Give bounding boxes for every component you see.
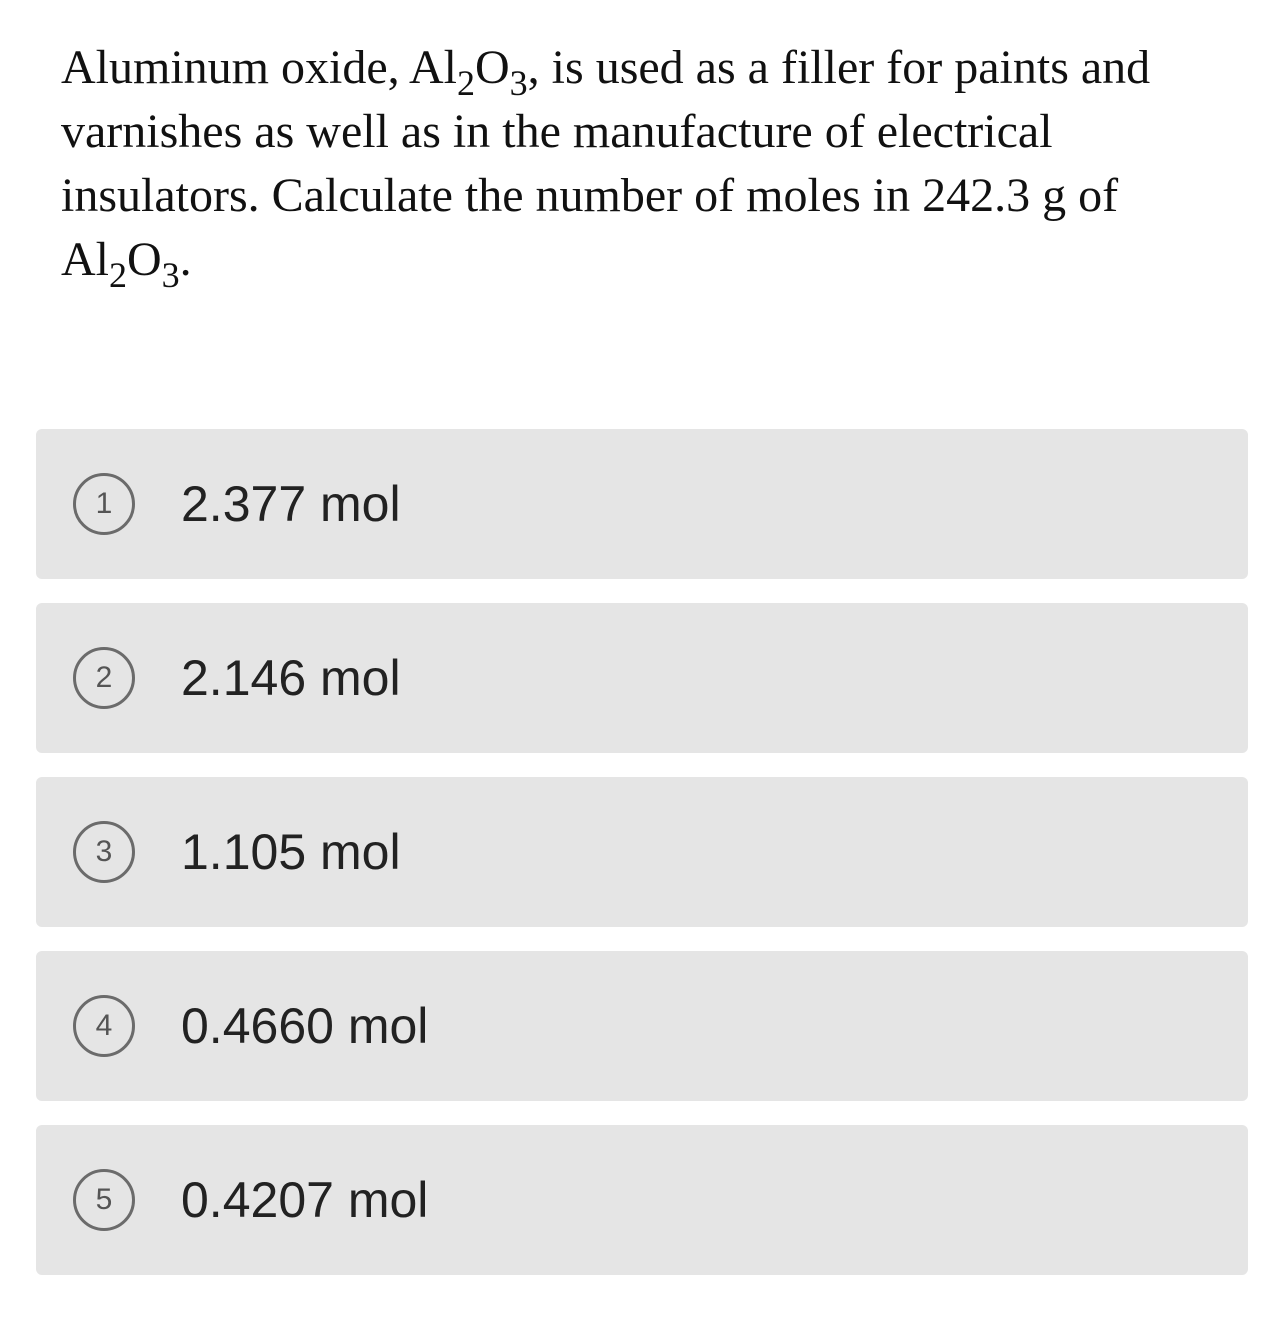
question-text-segment: , is used as a filler for paints and varnishes as well as in the manufacture of electrical insulators. Calculate the number of moles in 242.3 g of Al [61, 41, 1151, 286]
answer-option-2[interactable] [36, 603, 1248, 753]
answer-option-4[interactable] [36, 951, 1248, 1101]
subscript: 2 [109, 255, 127, 295]
subscript: 2 [457, 63, 475, 103]
subscript: 3 [161, 255, 180, 295]
option-number-badge: 3 [73, 821, 135, 883]
option-label: 0.4207 mol [181, 1172, 429, 1228]
answer-option-3[interactable] [36, 777, 1248, 927]
option-number-badge: 4 [73, 995, 135, 1057]
subscript: 3 [509, 63, 528, 103]
option-label: 2.146 mol [181, 650, 401, 706]
answer-option-5[interactable] [36, 1125, 1248, 1275]
answer-option-1[interactable] [36, 429, 1248, 579]
question-text-segment: O [127, 233, 162, 286]
option-label: 1.105 mol [181, 824, 401, 880]
answer-options [36, 429, 1248, 1299]
option-number-badge: 1 [73, 473, 135, 535]
question-text-segment: . [179, 233, 192, 286]
option-label: 2.377 mol [181, 476, 401, 532]
option-number-badge: 5 [73, 1169, 135, 1231]
question-text-segment: O [475, 41, 510, 94]
question-text-segment: Aluminum oxide, Al [61, 41, 457, 94]
question-text [61, 36, 1231, 295]
option-label: 0.4660 mol [181, 998, 429, 1054]
option-number-badge: 2 [73, 647, 135, 709]
